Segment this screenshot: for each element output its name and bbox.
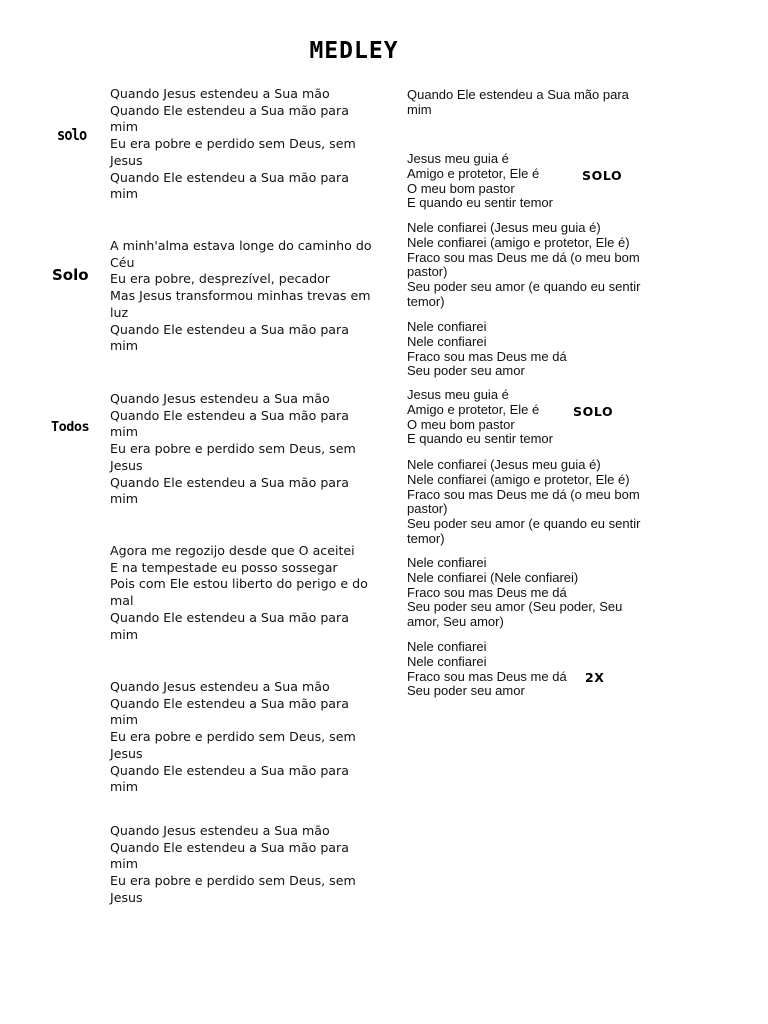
section-label-solo: solo	[57, 125, 87, 144]
section-label-todos: Todos	[51, 419, 90, 435]
lyric-stanza: Agora me regozijo desde que O aceitei E na tempestade eu posso sossegar Pois com Ele estou liberto do perigo e do mal Quando Ele estendeu a Sua mão para mim	[110, 543, 368, 642]
lyric-stanza: A minh'alma estava longe do caminho do Céu Eu era pobre, desprezível, pecador Mas Jesus transformou minhas trevas em luz Quando Ele estendeu a Sua mão para mim	[110, 238, 372, 354]
chorus-stanza: Nele confiarei (Jesus meu guia é) Nele confiarei (amigo e protetor, Ele é) Fraco sou mas Deus me dá (o meu bom pastor) Seu poder seu amor (e quando eu sentir temor)	[407, 220, 641, 309]
lyric-stanza: Quando Jesus estendeu a Sua mão Quando Ele estendeu a Sua mão para mim Eu era pobre e perdido sem Deus, sem Jesus	[110, 823, 356, 905]
solo-tag: SOLO	[582, 168, 623, 183]
lyric-stanza: Quando Jesus estendeu a Sua mão Quando Ele estendeu a Sua mão para mim Eu era pobre e perdido sem Deus, sem Jesus Quando Ele estendeu a Sua mão para mim	[110, 679, 356, 795]
section-label-solo-2: Solo	[52, 266, 89, 284]
repeat-2x-tag: 2X	[585, 670, 605, 685]
lyric-stanza: Jesus meu guia é Amigo e protetor, Ele é O meu bom pastor E quando eu sentir temor	[407, 151, 553, 211]
lyric-stanza: Quando Ele estendeu a Sua mão para mim	[407, 87, 629, 117]
page-title: MEDLEY	[309, 38, 399, 64]
lyric-stanza: Quando Jesus estendeu a Sua mão Quando Ele estendeu a Sua mão para mim Eu era pobre e perdido sem Deus, sem Jesus Quando Ele estendeu a Sua mão para mim	[110, 86, 356, 202]
chorus-stanza: Nele confiarei Nele confiarei (Nele confiarei) Fraco sou mas Deus me dá Seu poder seu amor (Seu poder, Seu amor, Seu amor)	[407, 555, 623, 630]
lyric-stanza: Jesus meu guia é Amigo e protetor, Ele é O meu bom pastor E quando eu sentir temor	[407, 387, 553, 447]
lyric-stanza: Quando Jesus estendeu a Sua mão Quando Ele estendeu a Sua mão para mim Eu era pobre e perdido sem Deus, sem Jesus Quando Ele estendeu a Sua mão para mim	[110, 391, 356, 507]
solo-tag: SOLO	[573, 404, 614, 419]
chorus-stanza: Nele confiarei Nele confiarei Fraco sou mas Deus me dá Seu poder seu amor	[407, 319, 567, 379]
chorus-stanza: Nele confiarei Nele confiarei Fraco sou mas Deus me dá Seu poder seu amor	[407, 639, 567, 699]
chorus-stanza: Nele confiarei (Jesus meu guia é) Nele confiarei (amigo e protetor, Ele é) Fraco sou mas Deus me dá (o meu bom pastor) Seu poder seu amor (e quando eu sentir temor)	[407, 457, 641, 546]
